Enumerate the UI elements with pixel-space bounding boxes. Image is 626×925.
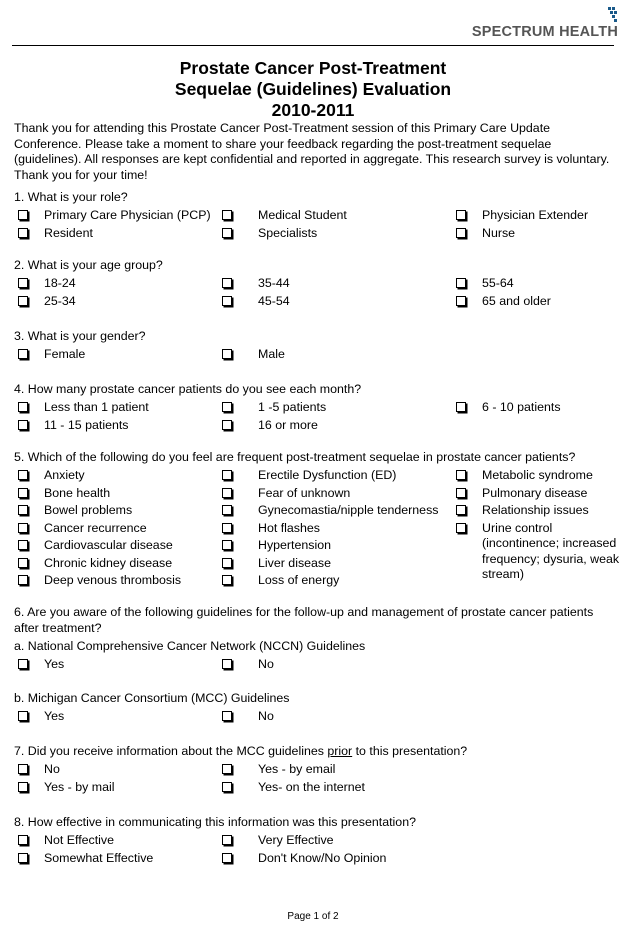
checkbox-option[interactable]: Nurse: [456, 226, 515, 241]
checkbox-option[interactable]: Yes - by mail: [18, 780, 114, 795]
checkbox-icon[interactable]: [18, 210, 28, 220]
checkbox-icon[interactable]: [222, 349, 232, 359]
checkbox-option[interactable]: Specialists: [222, 226, 317, 241]
checkbox-icon[interactable]: [222, 505, 232, 515]
checkbox-option[interactable]: Hot flashes: [222, 521, 320, 536]
checkbox-option[interactable]: Fear of unknown: [222, 486, 350, 501]
checkbox-icon[interactable]: [222, 296, 232, 306]
checkbox-option[interactable]: 45-54: [222, 294, 290, 309]
checkbox-icon[interactable]: [18, 488, 28, 498]
checkbox-option[interactable]: 35-44: [222, 276, 290, 291]
q6a-text: a. National Comprehensive Cancer Network (NCCN) Guidelines: [14, 639, 366, 653]
checkbox-icon[interactable]: [456, 488, 466, 498]
checkbox-option[interactable]: No: [222, 657, 274, 672]
q8-text: 8. How effective in communicating this information was this presentation?: [14, 815, 416, 829]
checkbox-icon[interactable]: [18, 659, 28, 669]
q6b-text: b. Michigan Cancer Consortium (MCC) Guidelines: [14, 691, 290, 705]
checkbox-icon[interactable]: [222, 488, 232, 498]
checkbox-option[interactable]: 25-34: [18, 294, 76, 309]
checkbox-icon[interactable]: [222, 782, 232, 792]
checkbox-icon[interactable]: [18, 558, 28, 568]
checkbox-icon[interactable]: [18, 835, 28, 845]
checkbox-icon[interactable]: [18, 523, 28, 533]
checkbox-option[interactable]: 65 and older: [456, 294, 551, 309]
checkbox-option[interactable]: No: [222, 709, 274, 724]
checkbox-option[interactable]: 16 or more: [222, 418, 318, 433]
checkbox-icon[interactable]: [222, 210, 232, 220]
checkbox-icon[interactable]: [18, 505, 28, 515]
checkbox-option[interactable]: Somewhat Effective: [18, 851, 153, 866]
checkbox-icon[interactable]: [456, 228, 466, 238]
checkbox-option[interactable]: Metabolic syndrome: [456, 468, 593, 483]
header-rule: [12, 45, 614, 46]
checkbox-option[interactable]: Medical Student: [222, 208, 347, 223]
q7-underlined-word: prior: [327, 744, 353, 758]
q5-text: 5. Which of the following do you feel are frequent post-treatment sequelae in prostate cancer patients?: [14, 450, 576, 464]
checkbox-option[interactable]: Deep venous thrombosis: [18, 573, 181, 588]
checkbox-option[interactable]: Loss of energy: [222, 573, 339, 588]
checkbox-icon[interactable]: [222, 853, 232, 863]
checkbox-option[interactable]: 1 -5 patients: [222, 400, 326, 415]
q2-text: 2. What is your age group?: [14, 258, 163, 272]
checkbox-option[interactable]: Chronic kidney disease: [18, 556, 172, 571]
checkbox-icon[interactable]: [222, 659, 232, 669]
checkbox-icon[interactable]: [456, 210, 466, 220]
checkbox-option[interactable]: 6 - 10 patients: [456, 400, 561, 415]
checkbox-icon[interactable]: [222, 278, 232, 288]
checkbox-icon[interactable]: [222, 523, 232, 533]
checkbox-icon[interactable]: [222, 558, 232, 568]
checkbox-icon[interactable]: [18, 420, 28, 430]
checkbox-icon[interactable]: [18, 540, 28, 550]
checkbox-option[interactable]: 11 - 15 patients: [18, 418, 129, 433]
q6-text: 6. Are you aware of the following guidelines for the follow-up and management of prostate cancer patients after treatment?: [14, 605, 594, 635]
page-number: Page 1 of 2: [287, 911, 339, 922]
title-line-1: Prostate Cancer Post-Treatment: [179, 58, 447, 78]
checkbox-option[interactable]: Urine control (incontinence; increased frequency; dysuria, weak stream): [456, 521, 622, 583]
page-title: [0, 58, 626, 121]
checkbox-option[interactable]: 55-64: [456, 276, 514, 291]
checkbox-icon[interactable]: [18, 764, 28, 774]
checkbox-option[interactable]: Resident: [18, 226, 93, 241]
checkbox-icon[interactable]: [18, 470, 28, 480]
checkbox-option[interactable]: Yes: [18, 709, 64, 724]
q7-text: 7. Did you receive information about the MCC guidelines prior to this presentation?: [14, 744, 468, 758]
q4-text: 4. How many prostate cancer patients do you see each month?: [14, 382, 362, 396]
checkbox-icon[interactable]: [18, 711, 28, 721]
checkbox-option[interactable]: 18-24: [18, 276, 76, 291]
spectrum-health-logo: [448, 6, 618, 42]
checkbox-option[interactable]: Very Effective: [222, 833, 334, 848]
checkbox-option[interactable]: Yes- on the internet: [222, 780, 365, 795]
checkbox-icon[interactable]: [222, 470, 232, 480]
title-line-3: 2010-2011: [271, 100, 355, 120]
checkbox-icon[interactable]: [18, 228, 28, 238]
checkbox-option[interactable]: Less than 1 patient: [18, 400, 149, 415]
checkbox-icon[interactable]: [18, 278, 28, 288]
checkbox-option[interactable]: Hypertension: [222, 538, 331, 553]
q1-text: 1. What is your role?: [14, 190, 128, 204]
checkbox-option[interactable]: Gynecomastia/nipple tenderness: [222, 503, 438, 518]
checkbox-icon[interactable]: [18, 296, 28, 306]
checkbox-option[interactable]: Yes - by email: [222, 762, 335, 777]
checkbox-option[interactable]: Pulmonary disease: [456, 486, 587, 501]
checkbox-icon[interactable]: [456, 523, 466, 533]
checkbox-option[interactable]: Anxiety: [18, 468, 85, 483]
checkbox-icon[interactable]: [222, 420, 232, 430]
checkbox-icon[interactable]: [18, 853, 28, 863]
logo-mark-icon: [594, 6, 618, 24]
checkbox-option[interactable]: Yes: [18, 657, 64, 672]
checkbox-option[interactable]: Cancer recurrence: [18, 521, 147, 536]
checkbox-option[interactable]: Physician Extender: [456, 208, 588, 223]
checkbox-icon[interactable]: [18, 349, 28, 359]
checkbox-icon[interactable]: [18, 402, 28, 412]
logo-text: SPECTRUM HEALTH: [471, 24, 618, 40]
intro-paragraph: Thank you for attending this Prostate Cancer Post-Treatment session of this Primary Care Update Conference. Please take a moment to share your feedback regarding the post-treatment sequelae (guidelines). All responses are kept confidential and reported in aggregate. This research survey is voluntary. Thank you for your time!: [14, 121, 610, 182]
checkbox-icon[interactable]: [222, 835, 232, 845]
checkbox-icon[interactable]: [456, 278, 466, 288]
checkbox-icon[interactable]: [456, 470, 466, 480]
checkbox-icon[interactable]: [222, 575, 232, 585]
checkbox-option[interactable]: Primary Care Physician (PCP): [18, 208, 211, 223]
checkbox-option[interactable]: Liver disease: [222, 556, 331, 571]
checkbox-icon[interactable]: [222, 764, 232, 774]
checkbox-icon[interactable]: [222, 540, 232, 550]
checkbox-option[interactable]: Don't Know/No Opinion: [222, 851, 386, 866]
checkbox-icon[interactable]: [222, 711, 232, 721]
title-line-2: Sequelae (Guidelines) Evaluation: [174, 79, 452, 99]
checkbox-icon[interactable]: [456, 505, 466, 515]
checkbox-option[interactable]: Relationship issues: [456, 503, 589, 518]
checkbox-icon[interactable]: [456, 296, 466, 306]
checkbox-option[interactable]: No: [18, 762, 60, 777]
checkbox-icon[interactable]: [222, 228, 232, 238]
checkbox-icon[interactable]: [456, 402, 466, 412]
checkbox-option[interactable]: Cardiovascular disease: [18, 538, 173, 553]
checkbox-option[interactable]: Female: [18, 347, 85, 362]
checkbox-option[interactable]: Not Effective: [18, 833, 114, 848]
checkbox-option[interactable]: Bone health: [18, 486, 110, 501]
checkbox-option[interactable]: Erectile Dysfunction (ED): [222, 468, 396, 483]
checkbox-icon[interactable]: [222, 402, 232, 412]
checkbox-icon[interactable]: [18, 782, 28, 792]
q3-text: 3. What is your gender?: [14, 329, 146, 343]
checkbox-icon[interactable]: [18, 575, 28, 585]
checkbox-option[interactable]: Male: [222, 347, 285, 362]
checkbox-option[interactable]: Bowel problems: [18, 503, 132, 518]
